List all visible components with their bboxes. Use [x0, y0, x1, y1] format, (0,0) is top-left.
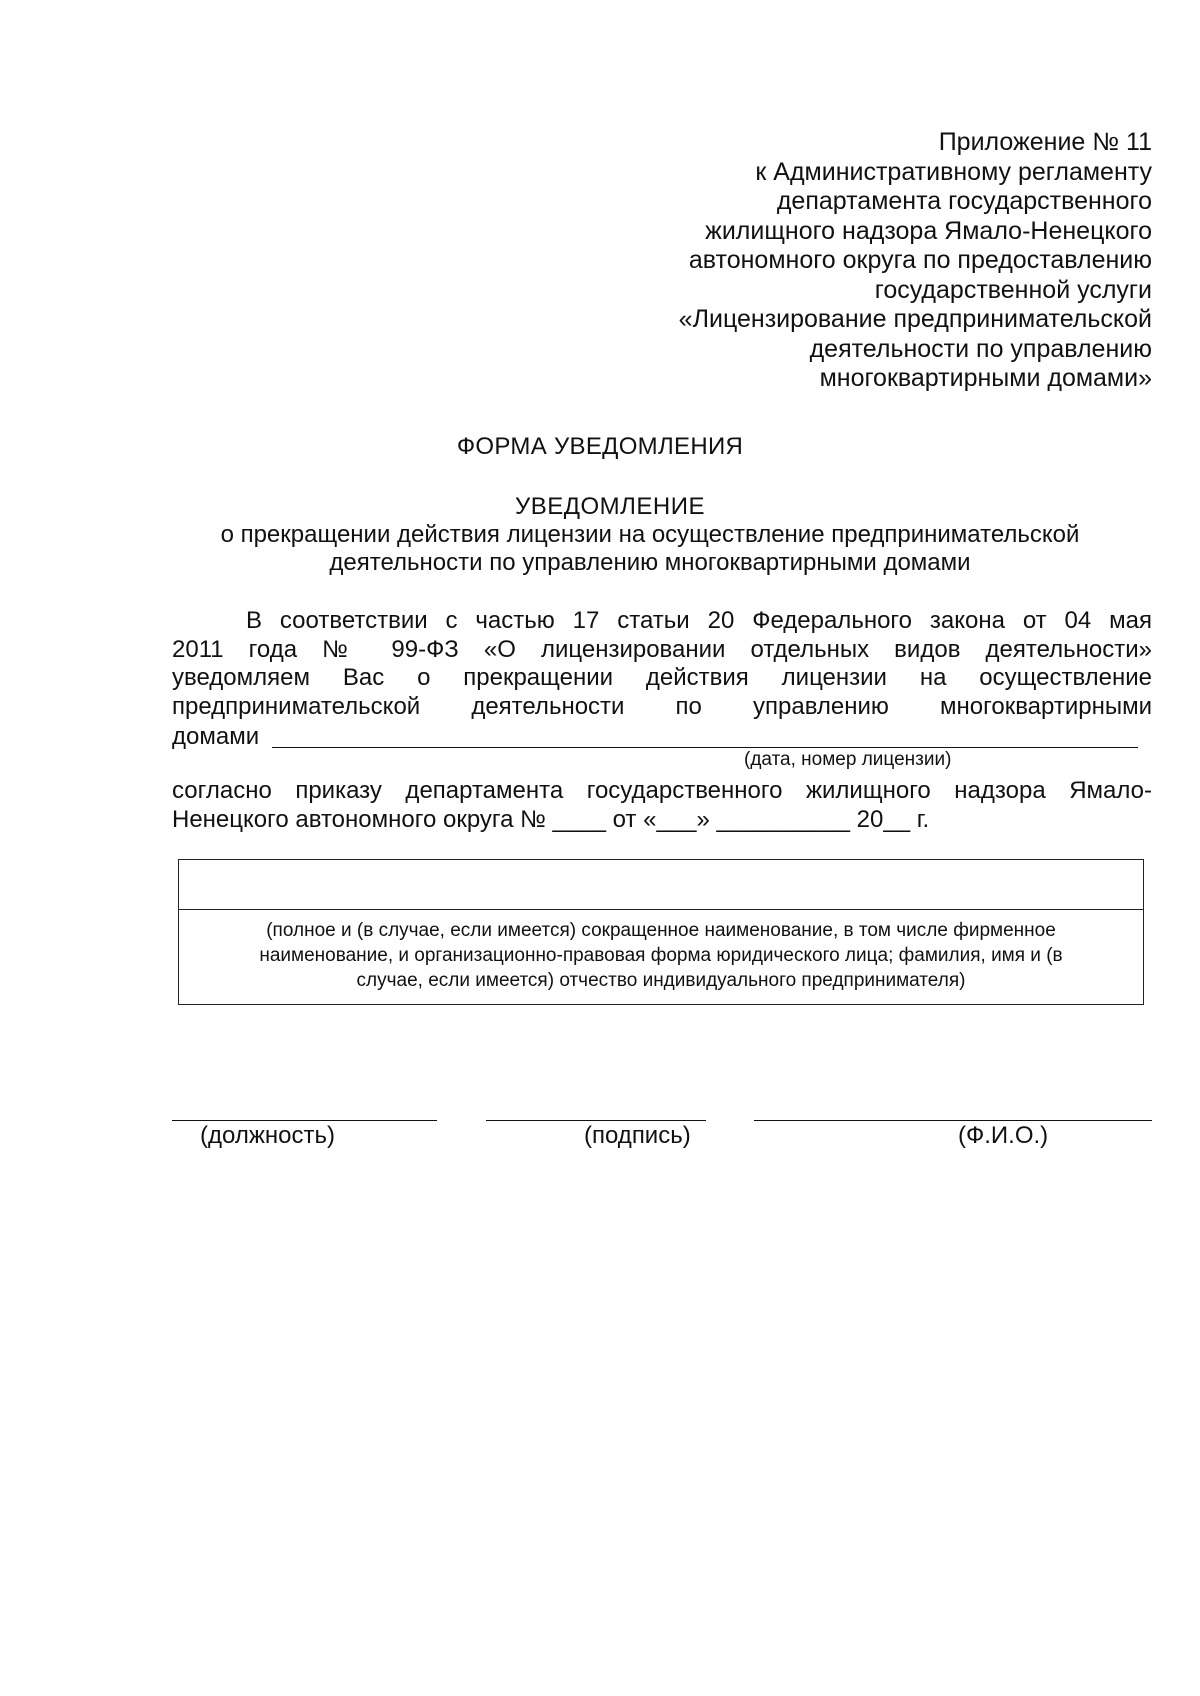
- appendix-line: многоквартирными домами»: [819, 364, 1152, 392]
- signature-line[interactable]: [486, 1120, 706, 1121]
- position-signature-line[interactable]: [172, 1120, 437, 1121]
- organization-caption-line: случае, если имеется) отчество индивидуального предпринимателя): [356, 970, 966, 991]
- notice-title: УВЕДОМЛЕНИЕ: [514, 493, 706, 520]
- body-last-word: домами: [172, 723, 260, 750]
- appendix-header: [560, 128, 1152, 394]
- appendix-line: деятельности по управлению: [809, 334, 1152, 363]
- appendix-line: государственной услуги: [874, 275, 1152, 304]
- appendix-line: департамента государственного: [776, 187, 1152, 215]
- body-line: предпринимательской деятельности по управлению многоквартирными: [172, 692, 1152, 720]
- organization-caption-line: (полное и (в случае, если имеется) сокращенное наименование, в том числе фирменное: [266, 920, 1056, 941]
- position-label: (должность): [200, 1122, 335, 1149]
- full-name-label: (Ф.И.О.): [958, 1122, 1049, 1149]
- form-title: ФОРМА УВЕДОМЛЕНИЯ: [456, 433, 744, 460]
- appendix-line: жилищного надзора Ямало-Ненецкого: [705, 216, 1152, 245]
- full-name-signature-line[interactable]: [754, 1120, 1152, 1121]
- appendix-line: Приложение № 11: [938, 128, 1152, 156]
- license-caption: (дата, номер лицензии): [744, 749, 952, 770]
- organization-box: [178, 859, 1144, 1005]
- body-line: уведомляем Вас о прекращении действия лицензии на осуществление: [172, 664, 1152, 691]
- signature-label: (подпись): [584, 1122, 691, 1149]
- appendix-line: «Лицензирование предпринимательской: [678, 305, 1152, 333]
- organization-caption-line: наименование, и организационно-правовая форма юридического лица; фамилия, имя и (в: [259, 945, 1063, 966]
- notice-body: [172, 607, 1152, 721]
- appendix-line: к Административному регламенту: [755, 157, 1152, 186]
- order-line: согласно приказу департамента государственного жилищного надзора Ямало-: [172, 777, 1152, 804]
- body-line: 2011 года № 99-ФЗ «О лицензировании отдельных видов деятельности»: [172, 635, 1152, 663]
- notice-subtitle-line: деятельности по управлению многоквартирными домами: [329, 549, 971, 576]
- appendix-line: автономного округа по предоставлению: [688, 246, 1152, 274]
- organization-caption: [179, 910, 1143, 993]
- notice-subtitle: [160, 521, 1140, 577]
- license-blank-line[interactable]: [272, 747, 1138, 748]
- order-reference: [172, 776, 1152, 834]
- organization-name-field[interactable]: [179, 860, 1143, 910]
- order-line: Ненецкого автономного округа № ____ от «___» __________ 20__ г.: [172, 806, 930, 833]
- notice-subtitle-line: о прекращении действия лицензии на осуществление предпринимательской: [220, 521, 1080, 548]
- body-line: В соответствии с частью 17 статьи 20 Федерального закона от 04 мая: [246, 607, 1152, 634]
